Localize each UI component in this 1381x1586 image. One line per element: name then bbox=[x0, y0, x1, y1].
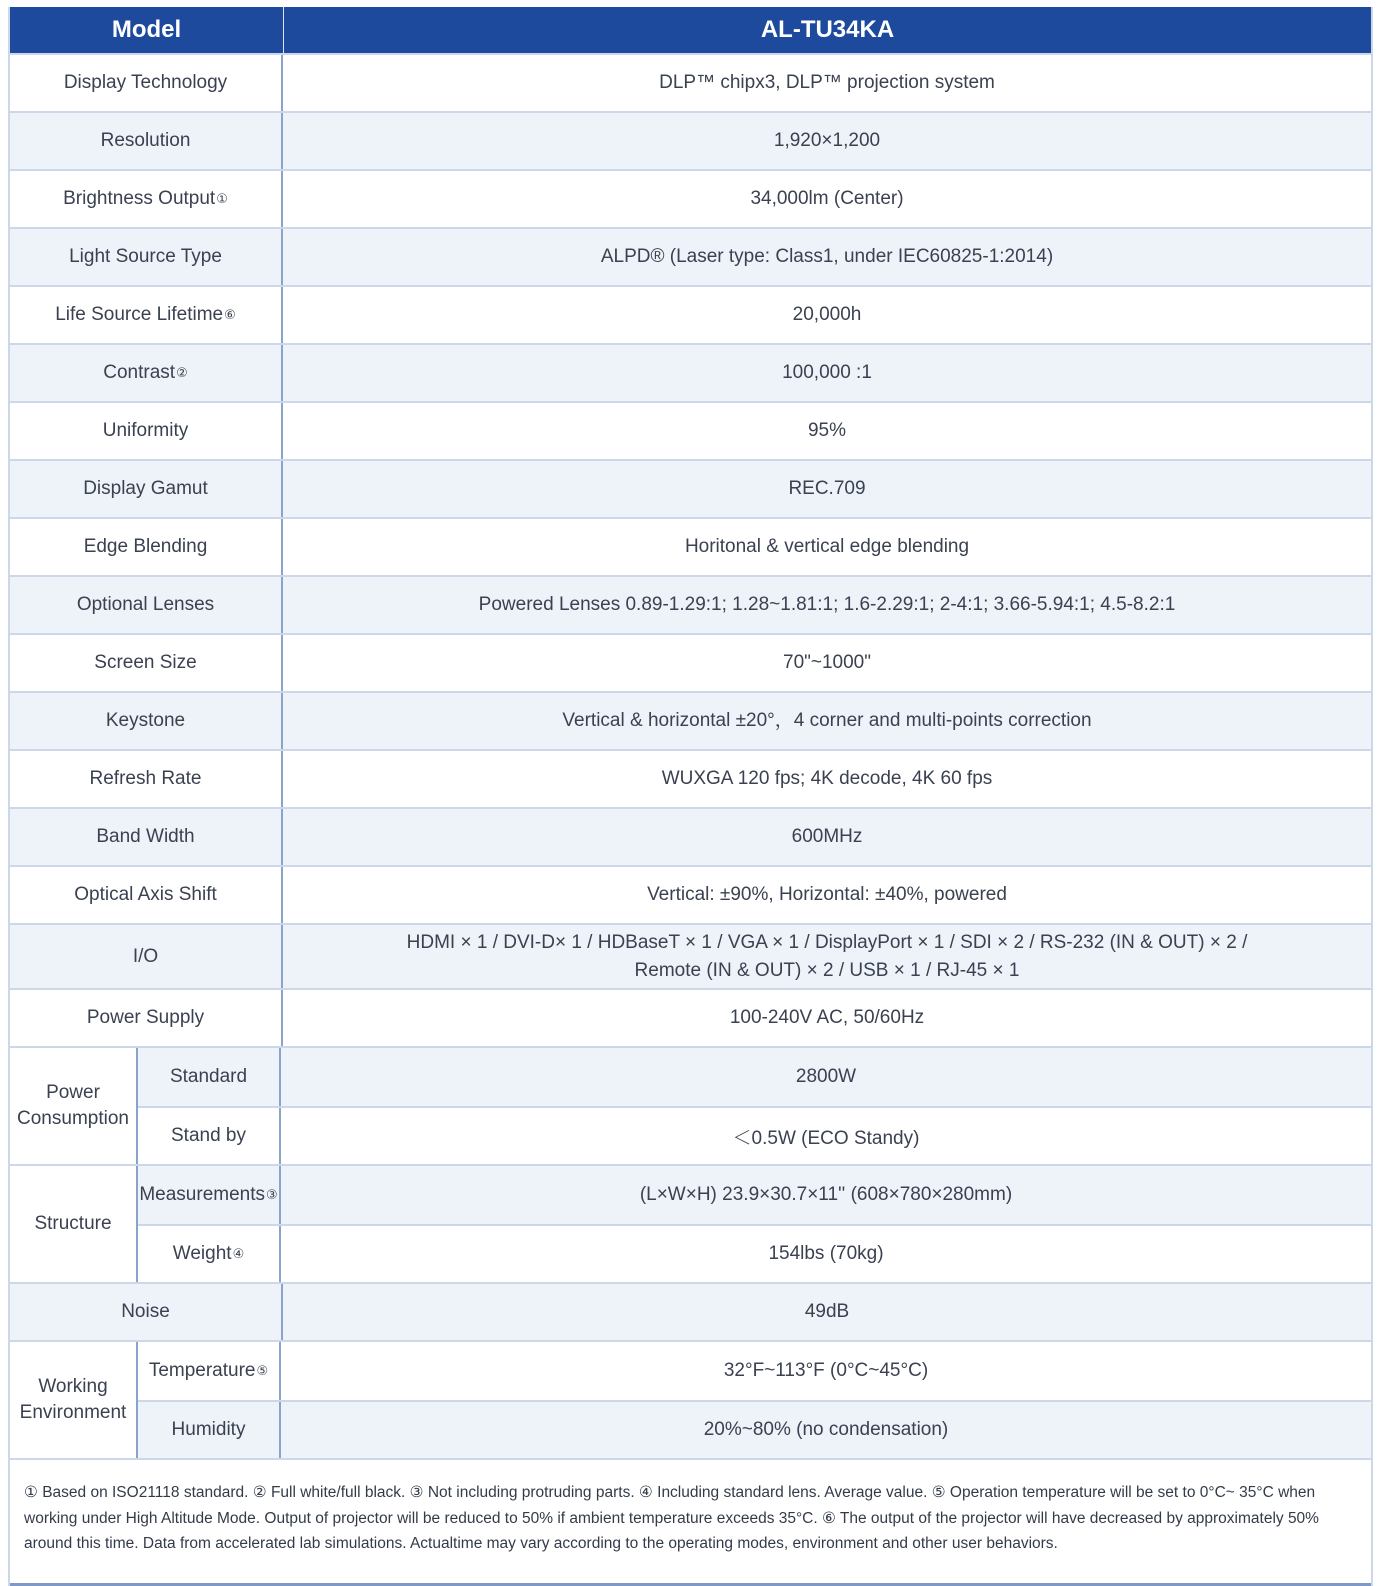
spec-value: 1,920×1,200 bbox=[773, 130, 881, 152]
group-label: Power Consumption bbox=[10, 1048, 138, 1164]
spec-label-text: Brightness Output bbox=[63, 188, 216, 209]
spec-label bbox=[10, 751, 283, 807]
spec-value bbox=[283, 925, 1371, 988]
spec-value: 32°F~113°F (0°C~45°C) bbox=[723, 1360, 929, 1382]
spec-value: 20,000h bbox=[792, 304, 862, 326]
table-row bbox=[138, 1400, 1371, 1458]
spec-value: 34,000lm (Center) bbox=[750, 188, 904, 210]
spec-value: Powered Lenses 0.89-1.29:1; 1.28~1.81:1; 1.6-2.29:1; 2-4:1; 3.66-5.94:1; 4.5-8.2:1 bbox=[478, 594, 1176, 616]
sub-label-text: Temperature bbox=[148, 1360, 256, 1382]
header-model-value: AL-TU34KA bbox=[760, 16, 895, 43]
spec-label bbox=[10, 229, 283, 285]
table-row bbox=[10, 749, 1371, 807]
sub-label-text: Measurements bbox=[139, 1184, 266, 1206]
spec-label bbox=[10, 577, 283, 633]
spec-label-text: Screen Size bbox=[94, 652, 197, 673]
spec-label-text: Edge Blending bbox=[83, 536, 208, 557]
footnotes-text: ① Based on ISO21118 standard. ② Full white/full black. ③ Not including protruding parts. ④ Including standard lens. Average value. ⑤ Operation temperature will be set to 0°C~ 35°C when working under High Altitude Mode. Output of projector will be reduced to 50% if ambient temperature exceeds 35°C. ⑥ The output of the projector will have decreased by approximately 50% around this time. Data from accelerated lab simulations. Actualtime may vary according to the operating modes, environment and other user behaviors. bbox=[10, 1458, 1371, 1586]
spec-label: Brightness Output ① bbox=[10, 171, 283, 227]
table-row bbox=[10, 633, 1371, 691]
header-model-label: Model bbox=[10, 7, 284, 53]
spec-value: 154lbs (70kg) bbox=[768, 1243, 884, 1265]
group-power-consumption bbox=[10, 1046, 1371, 1164]
spec-value: 600MHz bbox=[791, 826, 863, 848]
table-row bbox=[10, 517, 1371, 575]
spec-label-text: Power Supply bbox=[86, 1007, 205, 1029]
spec-label-text: Optional Lenses bbox=[76, 594, 215, 615]
sub-label-text: Standard bbox=[169, 1066, 248, 1088]
spec-value: 2800W bbox=[795, 1066, 857, 1088]
table-row bbox=[138, 1106, 1371, 1164]
spec-value: 20%~80% (no condensation) bbox=[703, 1419, 949, 1441]
table-row bbox=[10, 401, 1371, 459]
spec-label-text: Contrast bbox=[103, 362, 176, 383]
table-row bbox=[10, 575, 1371, 633]
spec-label-text: Display Technology bbox=[63, 72, 228, 93]
spec-value: 100,000 :1 bbox=[782, 362, 872, 384]
table-row bbox=[10, 988, 1371, 1046]
spec-label bbox=[10, 635, 283, 691]
spec-label: Life Source Lifetime ⑥ bbox=[10, 287, 283, 343]
spec-label-text: Display Gamut bbox=[83, 478, 208, 499]
spec-label-text: Light Source Type bbox=[69, 246, 222, 267]
sub-label bbox=[138, 1048, 281, 1106]
sub-label-text: Weight bbox=[172, 1243, 232, 1265]
sub-label: Temperature ⑤ bbox=[138, 1342, 281, 1400]
group-structure bbox=[10, 1164, 1371, 1282]
table-row bbox=[138, 1224, 1371, 1282]
spec-value: (L×W×H) 23.9×30.7×11'' (608×780×280mm) bbox=[639, 1184, 1013, 1206]
spec-label bbox=[10, 1284, 283, 1340]
spec-label-text: Resolution bbox=[100, 130, 191, 151]
table-row bbox=[138, 1048, 1371, 1106]
spec-value: Horitonal & vertical edge blending bbox=[684, 536, 970, 558]
table-row-io bbox=[10, 923, 1371, 988]
table-row bbox=[10, 691, 1371, 749]
spec-value: ALPD® (Laser type: Class1, under IEC60825-1:2014) bbox=[600, 246, 1054, 268]
spec-label-text: Life Source Lifetime bbox=[55, 304, 224, 325]
spec-table bbox=[8, 7, 1373, 1586]
spec-value: 100-240V AC, 50/60Hz bbox=[729, 1007, 925, 1029]
io-line-2: Remote (IN & OUT) × 2 / USB × 1 / RJ-45 × 1 bbox=[634, 959, 1020, 981]
spec-value: 70"~1000" bbox=[783, 652, 871, 674]
spec-label bbox=[10, 55, 283, 111]
spec-label bbox=[10, 519, 283, 575]
sub-label bbox=[138, 1108, 281, 1164]
io-line-1: HDMI × 1 / DVI-D× 1 / HDBaseT × 1 / VGA × 1 / DisplayPort × 1 / SDI × 2 / RS-232 (IN & OUT) × 2 / bbox=[406, 932, 1248, 953]
spec-label: Contrast ② bbox=[10, 345, 283, 401]
spec-label-text: Refresh Rate bbox=[89, 768, 202, 789]
sub-label: Weight ④ bbox=[138, 1226, 281, 1282]
spec-label bbox=[10, 113, 283, 169]
spec-value: ＜0.5W (ECO Standy) bbox=[732, 1127, 920, 1149]
spec-label-text: Noise bbox=[121, 1301, 170, 1323]
table-row bbox=[10, 459, 1371, 517]
table-row bbox=[10, 111, 1371, 169]
table-row bbox=[138, 1342, 1371, 1400]
group-working-environment bbox=[10, 1340, 1371, 1458]
spec-label-text: Optical Axis Shift bbox=[74, 884, 217, 905]
sub-label: Measurements ③ bbox=[138, 1166, 281, 1224]
group-label: Working Environment bbox=[10, 1342, 138, 1458]
sub-label-text: Stand by bbox=[171, 1125, 246, 1147]
table-row bbox=[10, 53, 1371, 111]
spec-label bbox=[10, 403, 283, 459]
table-row-noise bbox=[10, 1282, 1371, 1340]
table-row bbox=[10, 865, 1371, 923]
spec-value: WUXGA 120 fps; 4K decode, 4K 60 fps bbox=[661, 768, 993, 790]
spec-label bbox=[10, 461, 283, 517]
spec-label-text: Uniformity bbox=[102, 420, 189, 441]
spec-label bbox=[10, 809, 283, 865]
spec-value: Vertical & horizontal ±20°，4 corner and multi-points correction bbox=[562, 710, 1092, 732]
spec-label bbox=[10, 990, 283, 1046]
table-row bbox=[10, 807, 1371, 865]
spec-value: DLP™ chipx3, DLP™ projection system bbox=[659, 72, 995, 94]
spec-label bbox=[10, 693, 283, 749]
spec-value: 95% bbox=[807, 420, 847, 442]
table-row bbox=[10, 343, 1371, 401]
spec-label-text: Keystone bbox=[105, 710, 186, 731]
spec-label-text: I/O bbox=[132, 945, 159, 967]
spec-value: REC.709 bbox=[788, 478, 866, 500]
table-row bbox=[10, 169, 1371, 227]
spec-value: 49dB bbox=[804, 1301, 850, 1323]
sub-label-text: Humidity bbox=[171, 1419, 246, 1441]
spec-label bbox=[10, 867, 283, 923]
sub-label bbox=[138, 1402, 281, 1458]
table-row bbox=[10, 285, 1371, 343]
table-row bbox=[10, 227, 1371, 285]
table-row bbox=[138, 1166, 1371, 1224]
spec-value: Vertical: ±90%, Horizontal: ±40%, powered bbox=[647, 884, 1007, 906]
spec-label bbox=[10, 925, 283, 988]
table-header-row bbox=[10, 7, 1371, 53]
group-label: Structure bbox=[10, 1166, 138, 1282]
spec-label-text: Band Width bbox=[96, 826, 195, 847]
